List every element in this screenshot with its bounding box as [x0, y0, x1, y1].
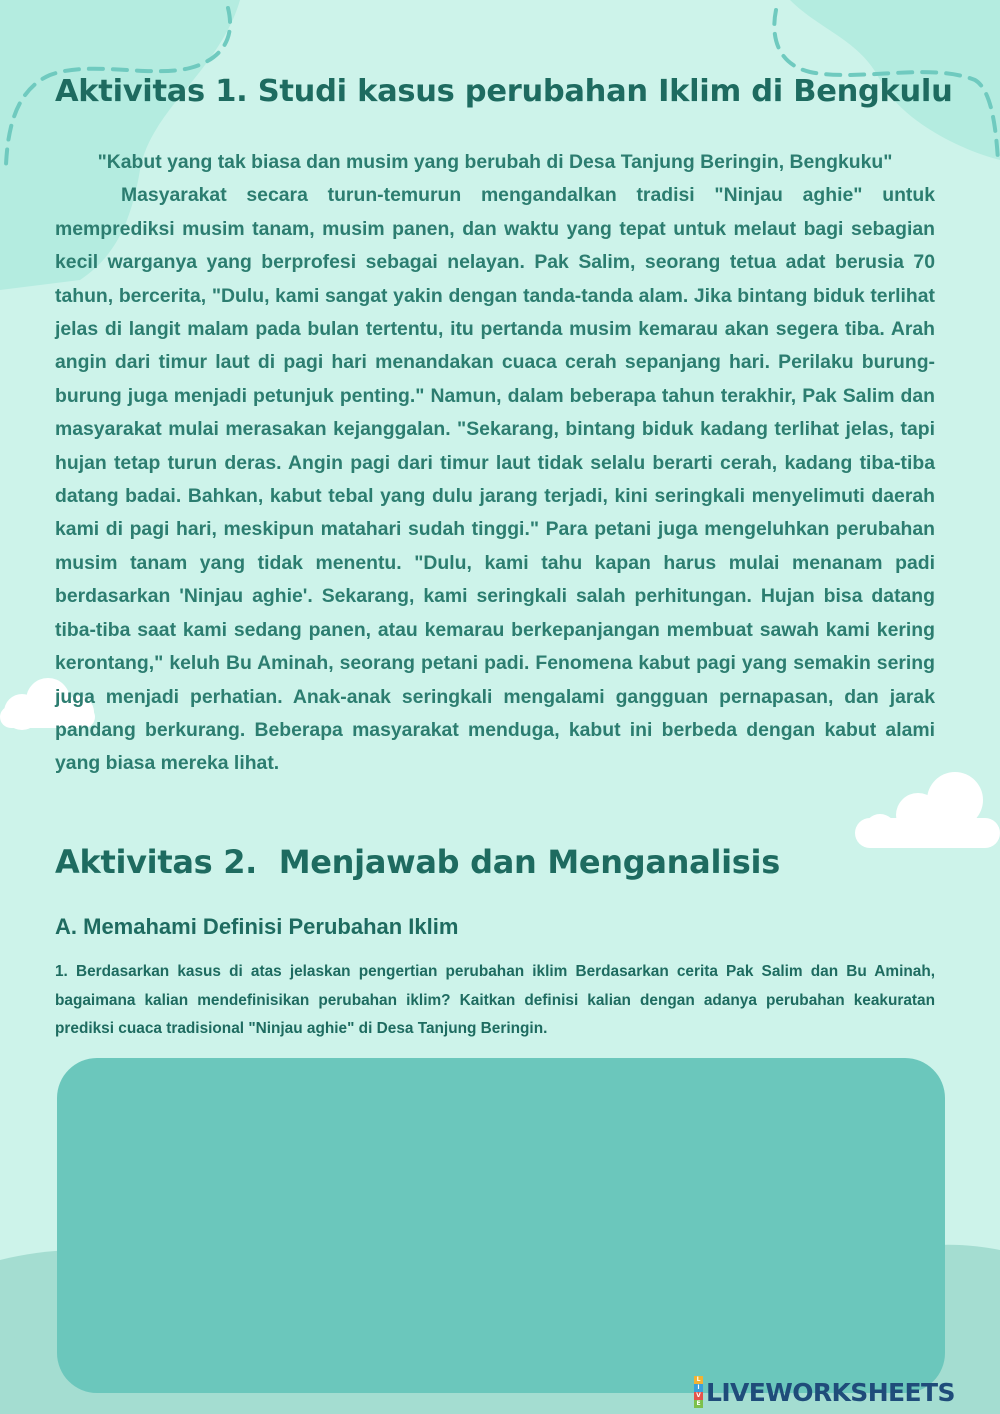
- brand-icon-letter: L: [694, 1376, 703, 1384]
- liveworksheets-icon: [694, 1376, 703, 1408]
- brand-icon-letter: E: [694, 1400, 703, 1408]
- case-study-body: Masyarakat secara turun-temurun mengandalkan tradisi "Ninjau aghie" untuk memprediksi musim tanam, musim panen, dan waktu yang tepat untuk melaut bagi sebagian kecil warganya yang berprofesi sebagai nelayan. Pak Salim, seorang tetua adat berusia 70 tahun, bercerita, "Dulu, kami sangat yakin dengan tanda-tanda alam. Jika bintang biduk terlihat jelas di langit malam pada bulan tertentu, itu pertanda musim kemarau akan segera tiba. Arah angin dari timur laut di pagi hari menandakan cuaca cerah sepanjang hari. Perilaku burung-burung juga menjadi petunjuk penting." Namun, dalam beberapa tahun terakhir, Pak Salim dan masyarakat mulai merasakan kejanggalan. "Sekarang, bintang biduk kadang terlihat jelas, tapi hujan tetap turun deras. Angin pagi dari timur laut tidak selalu berarti cerah, kadang tiba-tiba datang badai. Bahkan, kabut tebal yang dulu jarang terjadi, kini seringkali menyelimuti daerah kami di pagi hari, meskipun matahari sudah tinggi." Para petani juga mengeluhkan perubahan musim tanam yang tidak menentu. "Dulu, kami tahu kapan harus mulai menanam padi berdasarkan 'Ninjau aghie'. Sekarang, kami seringkali salah perhitungan. Hujan bisa datang tiba-tiba saat kami sedang panen, atau kemarau berkepanjangan membuat sawah kami kering kerontang," keluh Bu Aminah, seorang petani padi. Fenomena kabut pagi yang semakin sering juga menjadi perhatian. Anak-anak seringkali mengalami gangguan pernapasan, dan jarak pandang berkurang. Beberapa masyarakat menduga, kabut ini berbeda dengan kabut alami yang biasa mereka lihat.: [55, 184, 935, 775]
- cloud-right: [855, 772, 1000, 848]
- liveworksheets-logo: [694, 1376, 955, 1408]
- liveworksheets-wordmark: LIVEWORKSHEETS: [706, 1377, 955, 1407]
- case-study-text: [55, 146, 935, 781]
- brand-icon-letter: I: [694, 1384, 703, 1392]
- answer-textbox[interactable]: [57, 1058, 945, 1393]
- section-a-heading: A. Memahami Definisi Perubahan Iklim: [55, 914, 459, 939]
- activity-2-title: Aktivitas 2. Menjawab dan Menganalisis: [55, 843, 780, 881]
- activity-1-title: Aktivitas 1. Studi kasus perubahan Iklim di Bengkulu: [55, 74, 953, 109]
- brand-icon-letter: V: [694, 1392, 703, 1400]
- case-study-title: "Kabut yang tak biasa dan musim yang berubah di Desa Tanjung Beringin, Bengkuku": [97, 151, 893, 173]
- question-1: 1. Berdasarkan kasus di atas jelaskan pengertian perubahan iklim Berdasarkan cerita Pak Salim dan Bu Aminah, bagaimana kalian mendefinisikan perubahan iklim? Kaitkan definisi kalian dengan adanya perubahan keakuratan prediksi cuaca tradisional "Ninjau aghie" di Desa Tanjung Beringin.: [55, 963, 935, 1037]
